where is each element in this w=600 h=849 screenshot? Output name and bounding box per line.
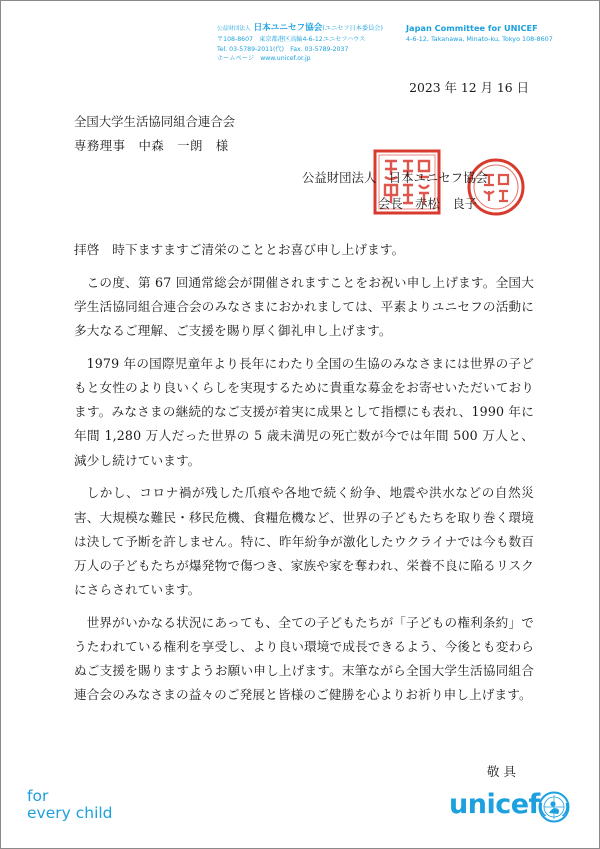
recipient-organization: 全国大学生活協同組合連合会 (74, 114, 236, 129)
footer-tagline (27, 788, 147, 821)
letterhead-org-suffix: (ユニセフ日本委員会) (322, 25, 383, 32)
letterhead-org (217, 23, 397, 35)
letterhead-english (406, 23, 596, 44)
body-paragraph-1: この度、第 67 回通常総会が開催されますことをお祝い申し上げます。全国大学生活協同組合連合会のみなさまにおかれましては、平素よりユニセフの活動に多大なるご理解、ご支援を賜り厚く御礼申し上げます。 (74, 274, 534, 339)
letterhead-web: ホームページ www.unicef.or.jp (217, 55, 311, 63)
tagline-line-1: for (27, 787, 49, 805)
closing-keigu: 敬具 (486, 764, 520, 779)
recipient-name: 専務理事 中森 一朗 様 (74, 138, 229, 153)
letterhead-org-name: 日本ユニセフ協会 (253, 23, 323, 33)
unicef-logo (449, 787, 579, 827)
letterhead-org-prefix: 公益財団法人 (217, 26, 251, 32)
letterhead-postal: 〒108-8607 東京都港区高輪4-6-12ユニセフハウス (217, 36, 366, 43)
letter-body (74, 238, 534, 708)
letterhead-phone: Tel. 03-5789-2011(代) Fax. 03-5789-2037 (217, 45, 349, 53)
unicef-emblem-icon (538, 791, 570, 823)
letterhead-en-address: 4-6-12, Takanawa, Minato-ku, Tokyo 108-8607 (406, 35, 553, 43)
sender-organization: 公益財団法人 日本ユニセフ協会 (302, 170, 488, 185)
letter-date: 2023 年 12 月 16 日 (409, 80, 529, 95)
body-paragraph-2: 1979 年の国際児童年より長年にわたり全国の生協のみなさまには世界の子どもと女性のより良いくらしを実現するために貴重な募金をお寄せいただいております。みなさまの継続的なご支援が着実に成果として指標にも表れ、1990 年に年間 1,280 万人だった世界の 5 歳未満児の死亡数が今では年間 500 万人と、減少し続けています。 (74, 355, 534, 468)
letterhead-en-org: Japan Committee for UNICEF (406, 23, 538, 33)
body-paragraph-3: しかし、コロナ禍が残した爪痕や各地で続く紛争、地震や洪水などの自然災害、大規模な難民・移民危機、食糧危機など、世界の子どもたちを取り巻く環境は決して予断を許しません。特に、昨年紛争が激化したウクライナでは今も数百万人の子どもたちが爆発物で傷つき、家族や家を奪われ、栄養不良に陥るリスクにさらされています。 (74, 485, 534, 598)
body-paragraph-4: 世界がいかなる状況にあっても、全ての子どもたちが「子どもの権利条約」でうたわれている権利を享受し、より良い環境で成長できるよう、今後とも変わらぬご支援を賜りますようお願い申し上げます。末筆ながら全国大学生活協同組合連合会のみなさまの益々のご発展と皆様のご健勝を心よりお祈り申し上げます。 (74, 614, 534, 703)
unicef-logo-text: unicef (449, 789, 540, 820)
sender-name: 会長 赤松 良子 (378, 196, 478, 211)
tagline-line-2: every child (27, 803, 113, 822)
letterhead-japanese (217, 23, 397, 64)
greeting-paragraph: 拝啓 時下ますますご清栄のこととお喜び申し上げます。 (74, 242, 405, 257)
